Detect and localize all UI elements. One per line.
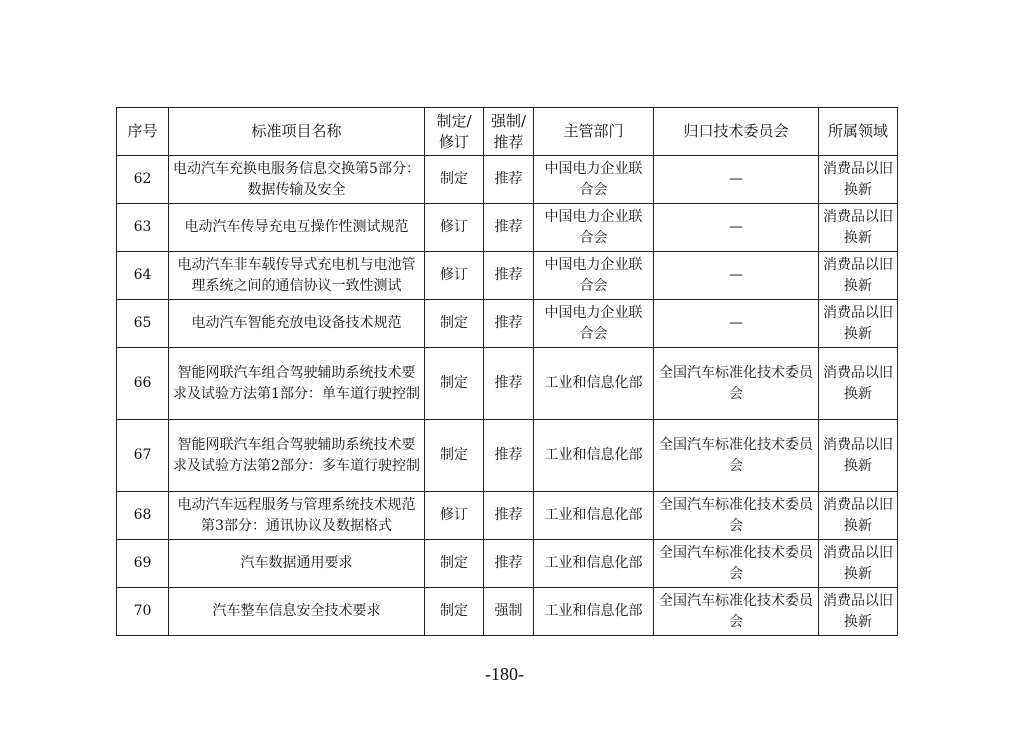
mandatory-recommended: 强制: [484, 588, 534, 636]
standard-name: 智能网联汽车组合驾驶辅助系统技术要求及试验方法第1部分：单车道行驶控制: [169, 348, 425, 420]
page-number: -180-: [485, 664, 524, 684]
formulate-revise: 制定: [425, 588, 484, 636]
department: 工业和信息化部: [534, 588, 654, 636]
header-mandatory-recommended: 强制/推荐: [484, 108, 534, 156]
mandatory-recommended: 推荐: [484, 540, 534, 588]
table-row: [117, 588, 898, 636]
header-domain: 所属领域: [819, 108, 898, 156]
technical-committee: 全国汽车标准化技术委员会: [654, 492, 819, 540]
mandatory-recommended: 推荐: [484, 204, 534, 252]
domain: 消费品以旧换新: [819, 540, 898, 588]
formulate-revise: 制定: [425, 300, 484, 348]
mandatory-recommended: 推荐: [484, 492, 534, 540]
standards-table: [116, 107, 898, 636]
domain: 消费品以旧换新: [819, 204, 898, 252]
standard-name: 汽车数据通用要求: [169, 540, 425, 588]
department: 中国电力企业联合会: [534, 156, 654, 204]
table-row: [117, 252, 898, 300]
domain: 消费品以旧换新: [819, 156, 898, 204]
domain: 消费品以旧换新: [819, 252, 898, 300]
header-technical-committee: 归口技术委员会: [654, 108, 819, 156]
domain: 消费品以旧换新: [819, 300, 898, 348]
domain: 消费品以旧换新: [819, 492, 898, 540]
technical-committee: —: [654, 156, 819, 204]
department: 工业和信息化部: [534, 492, 654, 540]
technical-committee: 全国汽车标准化技术委员会: [654, 540, 819, 588]
table-row: [117, 420, 898, 492]
table-row: [117, 300, 898, 348]
header-row: [117, 108, 898, 156]
formulate-revise: 修订: [425, 252, 484, 300]
formulate-revise: 修订: [425, 204, 484, 252]
formulate-revise: 制定: [425, 156, 484, 204]
header-serial-no: 序号: [117, 108, 169, 156]
table-row: [117, 204, 898, 252]
serial-no: 63: [117, 204, 169, 252]
standard-name: 智能网联汽车组合驾驶辅助系统技术要求及试验方法第2部分：多车道行驶控制: [169, 420, 425, 492]
serial-no: 66: [117, 348, 169, 420]
mandatory-recommended: 推荐: [484, 300, 534, 348]
table-row: [117, 540, 898, 588]
formulate-revise: 修订: [425, 492, 484, 540]
formulate-revise: 制定: [425, 420, 484, 492]
department: 中国电力企业联合会: [534, 252, 654, 300]
domain: 消费品以旧换新: [819, 420, 898, 492]
header-formulate-revise: 制定/修订: [425, 108, 484, 156]
technical-committee: —: [654, 300, 819, 348]
department: 工业和信息化部: [534, 420, 654, 492]
technical-committee: —: [654, 204, 819, 252]
domain: 消费品以旧换新: [819, 348, 898, 420]
standard-name: 汽车整车信息安全技术要求: [169, 588, 425, 636]
standard-name: 电动汽车非车载传导式充电机与电池管理系统之间的通信协议一致性测试: [169, 252, 425, 300]
serial-no: 65: [117, 300, 169, 348]
technical-committee: —: [654, 252, 819, 300]
mandatory-recommended: 推荐: [484, 420, 534, 492]
serial-no: 68: [117, 492, 169, 540]
header-standard-name: 标准项目名称: [169, 108, 425, 156]
serial-no: 69: [117, 540, 169, 588]
table-row: [117, 348, 898, 420]
mandatory-recommended: 推荐: [484, 252, 534, 300]
formulate-revise: 制定: [425, 348, 484, 420]
standard-name: 电动汽车远程服务与管理系统技术规范第3部分：通讯协议及数据格式: [169, 492, 425, 540]
serial-no: 62: [117, 156, 169, 204]
technical-committee: 全国汽车标准化技术委员会: [654, 420, 819, 492]
table-row: [117, 492, 898, 540]
domain: 消费品以旧换新: [819, 588, 898, 636]
department: 工业和信息化部: [534, 348, 654, 420]
serial-no: 64: [117, 252, 169, 300]
technical-committee: 全国汽车标准化技术委员会: [654, 348, 819, 420]
mandatory-recommended: 推荐: [484, 348, 534, 420]
standard-name: 电动汽车充换电服务信息交换第5部分：数据传输及安全: [169, 156, 425, 204]
serial-no: 70: [117, 588, 169, 636]
standard-name: 电动汽车传导充电互操作性测试规范: [169, 204, 425, 252]
department: 工业和信息化部: [534, 540, 654, 588]
table-row: [117, 156, 898, 204]
mandatory-recommended: 推荐: [484, 156, 534, 204]
technical-committee: 全国汽车标准化技术委员会: [654, 588, 819, 636]
department: 中国电力企业联合会: [534, 204, 654, 252]
header-department: 主管部门: [534, 108, 654, 156]
standard-name: 电动汽车智能充放电设备技术规范: [169, 300, 425, 348]
formulate-revise: 制定: [425, 540, 484, 588]
serial-no: 67: [117, 420, 169, 492]
department: 中国电力企业联合会: [534, 300, 654, 348]
